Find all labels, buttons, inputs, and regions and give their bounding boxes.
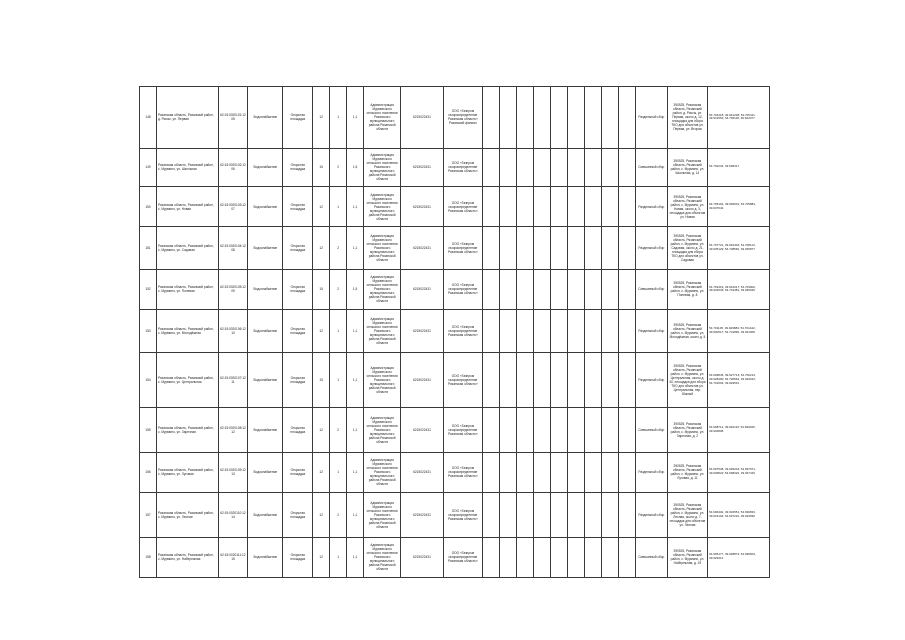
cell-empty: [601, 452, 618, 492]
table-row: [140, 227, 770, 270]
table-row: [140, 148, 770, 186]
cell-cadastral: 62:15:0020110:1214: [218, 492, 248, 537]
cell-cadastral: 62:15:0020111:1215: [218, 537, 248, 577]
cell-a: 12: [313, 452, 330, 492]
cell-empty: [618, 310, 635, 353]
cell-empty: [500, 352, 517, 407]
table-row: [140, 87, 770, 149]
cell-cat: Раздельный сбор: [635, 186, 667, 226]
cell-empty: [550, 537, 567, 577]
cell-empty: [533, 537, 550, 577]
cell-empty: [550, 227, 567, 270]
cell-num: 156: [140, 452, 157, 492]
cell-owner: Администрация Мурминского сельского поселения Рязанского муниципального района Рязанской области: [364, 87, 401, 149]
table-row: [140, 310, 770, 353]
cell-empty: [618, 492, 635, 537]
cell-c: 1,1: [347, 227, 364, 270]
cell-empty: [500, 492, 517, 537]
table-row: [140, 537, 770, 577]
cell-type: Открытая площадка: [283, 148, 313, 186]
cell-a: 12: [313, 227, 330, 270]
cell-c: 1,1: [347, 186, 364, 226]
cell-coords: 54.697538, 39.936204; 54.697971, 39.936822; 54.698320, 39.937415: [708, 452, 770, 492]
cell-address: Рязанская область, Рязанский район, с. Мурмино, ул. Набережная: [156, 537, 218, 577]
cell-empty: [584, 148, 601, 186]
cell-org: ООО «Газпром газораспределение Рязанская область»: [443, 537, 482, 577]
cell-a: 15: [313, 269, 330, 309]
cell-empty: [567, 310, 584, 353]
cell-org: ООО «Газпром газораспределение Рязанская область» Рязанский филиал: [443, 87, 482, 149]
cell-b: 1: [330, 186, 347, 226]
cell-address: Рязанская область, Рязанский район, с. Мурмино, ул. Садовая: [156, 227, 218, 270]
cell-address: Рязанская область, Рязанский район, с. Мурмино, ул. Центральная: [156, 352, 218, 407]
registry-table: [139, 86, 770, 578]
cell-owner: Администрация Мурминского сельского поселения Рязанского муниципального района Рязанской области: [364, 537, 401, 577]
cell-b: 2: [330, 148, 347, 186]
cell-purpose: Водоснабжение: [248, 537, 283, 577]
cell-empty: [550, 407, 567, 452]
cell-empty: [500, 227, 517, 270]
cell-empty: [500, 87, 517, 149]
cell-inn: 6215022431: [401, 452, 443, 492]
cell-empty: [483, 452, 500, 492]
cell-address: Рязанская область, Рязанский район, с. Мурмино, ул. Школьная: [156, 148, 218, 186]
cell-empty: [483, 87, 500, 149]
cell-address: Рязанская область, Рязанский район, с. Мурмино, ул. Заречная: [156, 407, 218, 452]
cell-b: 1: [330, 352, 347, 407]
cell-coords: 54.707721, 39.934402; 54.708113, 39.935129; 54.708560, 39.935877: [708, 227, 770, 270]
cell-empty: [516, 186, 533, 226]
cell-org: ООО «Газпром газораспределение Рязанская область»: [443, 407, 482, 452]
cell-empty: [483, 492, 500, 537]
cell-cat: Смешанный сбор: [635, 148, 667, 186]
cell-empty: [533, 407, 550, 452]
table-row: [140, 407, 770, 452]
cell-purpose: Водоснабжение: [248, 87, 283, 149]
cell-org: ООО «Газпром газораспределение Рязанская область»: [443, 492, 482, 537]
cell-coords: 54.695177, 39.928873; 54.695603, 39.929412: [708, 537, 770, 577]
cell-empty: [601, 352, 618, 407]
cell-type: Открытая площадка: [283, 227, 313, 270]
cell-a: 15: [313, 148, 330, 186]
cell-owner: Администрация Мурминского сельского поселения Рязанского муниципального района Рязанской области: [364, 227, 401, 270]
cell-purpose: Водоснабжение: [248, 492, 283, 537]
cell-c: 1,5: [347, 148, 364, 186]
cell-coords: 54.705162, 39.936601; 54.705884, 39.937044: [708, 186, 770, 226]
cell-empty: [618, 352, 635, 407]
cell-cat: Раздельный сбор: [635, 452, 667, 492]
cell-empty: [618, 227, 635, 270]
cell-cadastral: 62:15:0020107:1211: [218, 352, 248, 407]
cell-inn: 6215022431: [401, 148, 443, 186]
cell-empty: [483, 310, 500, 353]
cell-type: Открытая площадка: [283, 407, 313, 452]
cell-coords: 54.698712, 39.940116; 54.699035, 39.940808: [708, 407, 770, 452]
cell-owner: Администрация Мурминского сельского поселения Рязанского муниципального района Рязанской области: [364, 310, 401, 353]
cell-c: 1,1: [347, 407, 364, 452]
cell-inn: 6215022431: [401, 227, 443, 270]
cell-empty: [516, 227, 533, 270]
cell-empty: [483, 407, 500, 452]
cell-empty: [601, 269, 618, 309]
cell-empty: [500, 407, 517, 452]
cell-address: Рязанская область, Рязанский район, с. Мурмино, ул. Лесная: [156, 492, 218, 537]
cell-c: 1,1: [347, 87, 364, 149]
cell-empty: [601, 186, 618, 226]
cell-purpose: Водоснабжение: [248, 310, 283, 353]
cell-type: Открытая площадка: [283, 186, 313, 226]
cell-type: Открытая площадка: [283, 87, 313, 149]
table-row: [140, 352, 770, 407]
cell-num: 153: [140, 310, 157, 353]
cell-empty: [567, 186, 584, 226]
cell-num: 148: [140, 87, 157, 149]
cell-empty: [601, 407, 618, 452]
cell-cadastral: 62:15:0020105:1209: [218, 269, 248, 309]
cell-empty: [550, 87, 567, 149]
cell-empty: [584, 492, 601, 537]
cell-cadastral: 62:15:0020108:1212: [218, 407, 248, 452]
cell-empty: [601, 537, 618, 577]
table-row: [140, 452, 770, 492]
cell-type: Открытая площадка: [283, 352, 313, 407]
cell-cadastral: 62:15:0020103:1207: [218, 186, 248, 226]
cell-num: 154: [140, 352, 157, 407]
cell-empty: [584, 87, 601, 149]
cell-address: Рязанская область, Рязанский район, д. Ряссы, ул. Первая: [156, 87, 218, 149]
cell-empty: [601, 148, 618, 186]
cell-empty: [483, 186, 500, 226]
cell-b: 2: [330, 227, 347, 270]
cell-empty: [618, 407, 635, 452]
cell-empty: [516, 537, 533, 577]
cell-num: 158: [140, 537, 157, 577]
cell-owner: Администрация Мурминского сельского поселения Рязанского муниципального района Рязанской области: [364, 407, 401, 452]
cell-inn: 6215022431: [401, 310, 443, 353]
cell-cadastral: 62:15:0020109:1213: [218, 452, 248, 492]
cell-empty: [533, 186, 550, 226]
cell-org: ООО «Газпром газораспределение Рязанская область»: [443, 452, 482, 492]
cell-empty: [567, 452, 584, 492]
cell-owner: Администрация Мурминского сельского поселения Рязанского муниципального района Рязанской области: [364, 352, 401, 407]
cell-empty: [550, 186, 567, 226]
cell-coords: 54.701105, 39.929884; 54.701442, 39.930517; 54.701890, 39.931006: [708, 310, 770, 353]
cell-type: Открытая площадка: [283, 269, 313, 309]
cell-empty: [516, 269, 533, 309]
cell-b: 1: [330, 87, 347, 149]
cell-empty: [533, 492, 550, 537]
cell-a: 12: [313, 492, 330, 537]
cell-num: 149: [140, 148, 157, 186]
cell-b: 1: [330, 310, 347, 353]
cell-owner: Администрация Мурминского сельского поселения Рязанского муниципального района Рязанской области: [364, 269, 401, 309]
cell-empty: [584, 537, 601, 577]
cell-empty: [567, 148, 584, 186]
cell-a: 12: [313, 87, 330, 149]
table-row: [140, 186, 770, 226]
cell-empty: [500, 186, 517, 226]
cell-address: Рязанская область, Рязанский район, с. Мурмино, ул. Луговая: [156, 452, 218, 492]
cell-empty: [516, 407, 533, 452]
cell-purpose: Водоснабжение: [248, 227, 283, 270]
cell-cadastral: 62:15:0020102:1206: [218, 148, 248, 186]
cell-places: 390525, Рязанская область, Рязанский район, с. Мурмино, ул. Лесная, около д. 7, площадка для объектов ул. Лесная: [667, 492, 707, 537]
cell-empty: [500, 537, 517, 577]
cell-empty: [584, 452, 601, 492]
cell-b: 2: [330, 269, 347, 309]
cell-cat: Раздельный сбор: [635, 87, 667, 149]
cell-empty: [567, 227, 584, 270]
cell-empty: [567, 492, 584, 537]
cell-b: 1: [330, 452, 347, 492]
cell-a: 15: [313, 352, 330, 407]
cell-empty: [584, 407, 601, 452]
cell-b: 2: [330, 407, 347, 452]
cell-empty: [516, 148, 533, 186]
cell-type: Открытая площадка: [283, 310, 313, 353]
cell-empty: [533, 87, 550, 149]
cell-empty: [618, 186, 635, 226]
cell-empty: [567, 407, 584, 452]
cell-purpose: Водоснабжение: [248, 452, 283, 492]
cell-inn: 6215022431: [401, 186, 443, 226]
cell-cadastral: 62:15:0020106:1210: [218, 310, 248, 353]
cell-owner: Администрация Мурминского сельского поселения Рязанского муниципального района Рязанской области: [364, 186, 401, 226]
cell-empty: [550, 492, 567, 537]
cell-c: 1,1: [347, 352, 364, 407]
cell-cat: Смешанный сбор: [635, 269, 667, 309]
cell-places: 390525, Рязанская область, Рязанский район, д. Ряссы, ул. Первая, около д. 12, площадка для сбора ТКО для объектов ул. Первая, ул. Вторая: [667, 87, 707, 149]
cell-owner: Администрация Мурминского сельского поселения Рязанского муниципального района Рязанской области: [364, 492, 401, 537]
cell-cat: Раздельный сбор: [635, 492, 667, 537]
cell-empty: [483, 227, 500, 270]
cell-cat: Смешанный сбор: [635, 407, 667, 452]
cell-cat: Раздельный сбор: [635, 352, 667, 407]
cell-places: 390525, Рязанская область, Рязанский район, с. Мурмино, ул. Садовая, около д. 21, площадка для сбора ТКО для объектов ул. Садовая: [667, 227, 707, 270]
cell-places: 390525, Рязанская область, Рязанский район, с. Мурмино, ул. Полевая, д. 8: [667, 269, 707, 309]
cell-num: 157: [140, 492, 157, 537]
cell-num: 150: [140, 186, 157, 226]
cell-empty: [533, 227, 550, 270]
cell-empty: [618, 148, 635, 186]
cell-inn: 6215022431: [401, 407, 443, 452]
cell-empty: [567, 352, 584, 407]
cell-cat: Раздельный сбор: [635, 227, 667, 270]
cell-num: 151: [140, 227, 157, 270]
cell-empty: [550, 269, 567, 309]
cell-cadastral: 62:15:0020101:1205: [218, 87, 248, 149]
cell-empty: [516, 452, 533, 492]
cell-empty: [550, 148, 567, 186]
cell-address: Рязанская область, Рязанский район, с. Мурмино, ул. Полевая: [156, 269, 218, 309]
cell-empty: [584, 227, 601, 270]
cell-empty: [601, 87, 618, 149]
cell-owner: Администрация Мурминского сельского поселения Рязанского муниципального района Рязанской области: [364, 452, 401, 492]
cell-empty: [584, 269, 601, 309]
cell-empty: [584, 186, 601, 226]
cell-c: 1,1: [347, 492, 364, 537]
cell-empty: [618, 537, 635, 577]
cell-places: 390525, Рязанская область, Рязанский район, с. Мурмино, ул. Луговая, д. 11: [667, 452, 707, 492]
cell-c: 1,1: [347, 537, 364, 577]
cell-c: 1,1: [347, 310, 364, 353]
cell-a: 12: [313, 407, 330, 452]
cell-cat: Раздельный сбор: [635, 310, 667, 353]
cell-coords: 54.702234, 39.938417: [708, 148, 770, 186]
registry-body: [140, 87, 770, 578]
cell-empty: [516, 310, 533, 353]
cell-type: Открытая площадка: [283, 452, 313, 492]
cell-empty: [533, 269, 550, 309]
cell-org: ООО «Газпром газораспределение Рязанская область»: [443, 227, 482, 270]
cell-coords: 54.699845, 39.927713; 54.700213, 39.928390; 54.700664, 39.929012; 54.701003, 39.929531: [708, 352, 770, 407]
cell-inn: 6215022431: [401, 352, 443, 407]
cell-empty: [601, 227, 618, 270]
cell-purpose: Водоснабжение: [248, 352, 283, 407]
cell-inn: 6215022431: [401, 269, 443, 309]
cell-empty: [618, 87, 635, 149]
cell-empty: [500, 269, 517, 309]
cell-empty: [533, 352, 550, 407]
cell-b: 2: [330, 492, 347, 537]
cell-empty: [516, 492, 533, 537]
cell-inn: 6215022431: [401, 537, 443, 577]
cell-places: 390525, Рязанская область, Рязанский район, с. Мурмино, ул. Школьная, д. 14: [667, 148, 707, 186]
cell-cat: Смешанный сбор: [635, 537, 667, 577]
cell-coords: 54.703319, 39.944017; 54.703902, 39.944533; 54.704481, 39.945020: [708, 269, 770, 309]
cell-empty: [483, 352, 500, 407]
cell-empty: [516, 87, 533, 149]
cell-coords: 54.696402, 39.932551; 54.696833, 39.933104; 54.697210, 39.933690: [708, 492, 770, 537]
cell-owner: Администрация Мурминского сельского поселения Рязанского муниципального района Рязанской области: [364, 148, 401, 186]
cell-address: Рязанская область, Рязанский район, с. Мурмино, ул. Новая: [156, 186, 218, 226]
cell-places: 390525, Рязанская область, Рязанский район, с. Мурмино, ул. Молодёжная, около д. 5: [667, 310, 707, 353]
cell-empty: [500, 452, 517, 492]
cell-empty: [550, 452, 567, 492]
cell-empty: [584, 352, 601, 407]
cell-empty: [618, 269, 635, 309]
cell-a: 12: [313, 310, 330, 353]
cell-empty: [533, 310, 550, 353]
cell-inn: 6215022431: [401, 492, 443, 537]
cell-empty: [550, 352, 567, 407]
cell-a: 12: [313, 186, 330, 226]
cell-org: ООО «Газпром газораспределение Рязанская область»: [443, 186, 482, 226]
cell-type: Открытая площадка: [283, 537, 313, 577]
cell-empty: [500, 148, 517, 186]
cell-org: ООО «Газпром газораспределение Рязанская область»: [443, 148, 482, 186]
cell-coords: 54.704418, 39.941238; 54.705411, 39.941554; 54.706118, 39.942077: [708, 87, 770, 149]
cell-empty: [567, 269, 584, 309]
cell-num: 152: [140, 269, 157, 309]
cell-places: 390525, Рязанская область, Рязанский район, с. Мурмино, ул. Заречная, д. 2: [667, 407, 707, 452]
cell-cadastral: 62:15:0020104:1208: [218, 227, 248, 270]
cell-empty: [500, 310, 517, 353]
cell-c: 1,1: [347, 452, 364, 492]
cell-places: 390525, Рязанская область, Рязанский район, с. Мурмино, ул. Центральная, около д. 40, площадка для сбора ТКО для объектов ул. Центральная, пер. Южный: [667, 352, 707, 407]
table-row: [140, 269, 770, 309]
cell-purpose: Водоснабжение: [248, 407, 283, 452]
cell-c: 1,5: [347, 269, 364, 309]
cell-purpose: Водоснабжение: [248, 186, 283, 226]
cell-places: 390525, Рязанская область, Рязанский район, с. Мурмино, ул. Новая, около д. 3, площадка для объектов ул. Новая: [667, 186, 707, 226]
cell-empty: [567, 87, 584, 149]
cell-empty: [550, 310, 567, 353]
cell-purpose: Водоснабжение: [248, 269, 283, 309]
cell-empty: [533, 148, 550, 186]
cell-org: ООО «Газпром газораспределение Рязанская область»: [443, 352, 482, 407]
cell-empty: [618, 452, 635, 492]
cell-empty: [567, 537, 584, 577]
cell-places: 390525, Рязанская область, Рязанский район, с. Мурмино, ул. Набережная, д. 19: [667, 537, 707, 577]
cell-empty: [533, 452, 550, 492]
cell-num: 155: [140, 407, 157, 452]
cell-org: ООО «Газпром газораспределение Рязанская область»: [443, 310, 482, 353]
cell-inn: 6215022431: [401, 87, 443, 149]
cell-b: 1: [330, 537, 347, 577]
cell-empty: [584, 310, 601, 353]
cell-empty: [483, 148, 500, 186]
cell-empty: [516, 352, 533, 407]
cell-empty: [483, 269, 500, 309]
cell-org: ООО «Газпром газораспределение Рязанская область»: [443, 269, 482, 309]
cell-purpose: Водоснабжение: [248, 148, 283, 186]
cell-empty: [601, 310, 618, 353]
table-row: [140, 492, 770, 537]
cell-address: Рязанская область, Рязанский район, с. Мурмино, ул. Молодёжная: [156, 310, 218, 353]
cell-a: 12: [313, 537, 330, 577]
cell-empty: [483, 537, 500, 577]
cell-type: Открытая площадка: [283, 492, 313, 537]
cell-empty: [601, 492, 618, 537]
